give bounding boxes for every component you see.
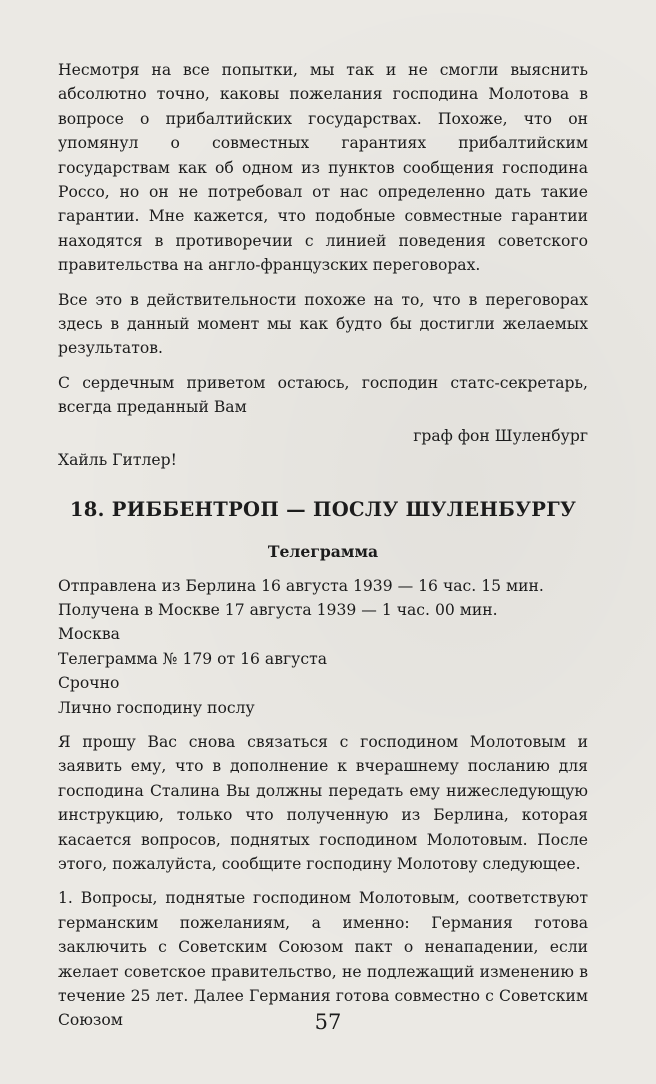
signature: граф фон Шуленбург — [413, 426, 588, 445]
section-subheading: Телеграмма — [267, 541, 379, 561]
received-line: Получена в Москве 17 августа 1939 — 1 час. 00 мин. — [58, 600, 498, 619]
paragraph: Несмотря на все попытки, мы так и не смогли выяснить абсолютно точно, каковы пожелания господина Молотова в вопросе о прибалтийских государствах. Похоже, что он упомянул о совместных гарантиях прибалтийским государствам как об одном из пунктов сообщения господина Россо, но он не потребовал от нас определенно дать такие гарантии. Мне кажется, что подобные совместные гарантии находятся в противоречии с линией поведения советского правительства на англо-французских переговорах. — [58, 61, 588, 275]
paragraph: 1. Вопросы, поднятые господином Молотовым, соответствуют германским пожеланиям, а именно: Германия готова заключить с Советским Союзом пакт о ненападении, если желает советское правительство, не подлежащий изменению в течение 25 лет. Далее Германия готова совместно с Советским Союзом — [58, 889, 588, 1030]
paragraph: Все это в действительности похоже на то, что в переговорах здесь в данный момент мы как будто бы достигли желаемых результатов. — [58, 290, 588, 358]
paragraph: Я прошу Вас снова связаться с господином Молотовым и заявить ему, что в дополнение к вчерашнему посланию для господина Сталина Вы должны передать ему нижеследующую инструкцию, только что полученную из Берлина, которая касается вопросов, поднятых господином Молотовым. После этого, пожалуйста, сообщите господину Молотову следующее. — [58, 732, 588, 873]
salutation: Хайль Гитлер! — [58, 451, 177, 470]
section-heading: 18. РИББЕНТРОП — ПОСЛУ ШУЛЕНБУРГУ — [69, 497, 577, 521]
city-line: Москва — [58, 625, 120, 644]
urgent-line: Срочно — [58, 674, 120, 693]
personal-line: Лично господину послу — [58, 698, 255, 717]
paragraph: С сердечным приветом остаюсь, господин статс-секретарь, всегда преданный Вам — [58, 373, 588, 417]
sent-line: Отправлена из Берлина 16 августа 1939 — 16 час. 15 мин. — [58, 576, 544, 595]
page-number: 57 — [314, 1010, 342, 1034]
telegram-number-line: Телеграмма № 179 от 16 августа — [58, 649, 328, 668]
